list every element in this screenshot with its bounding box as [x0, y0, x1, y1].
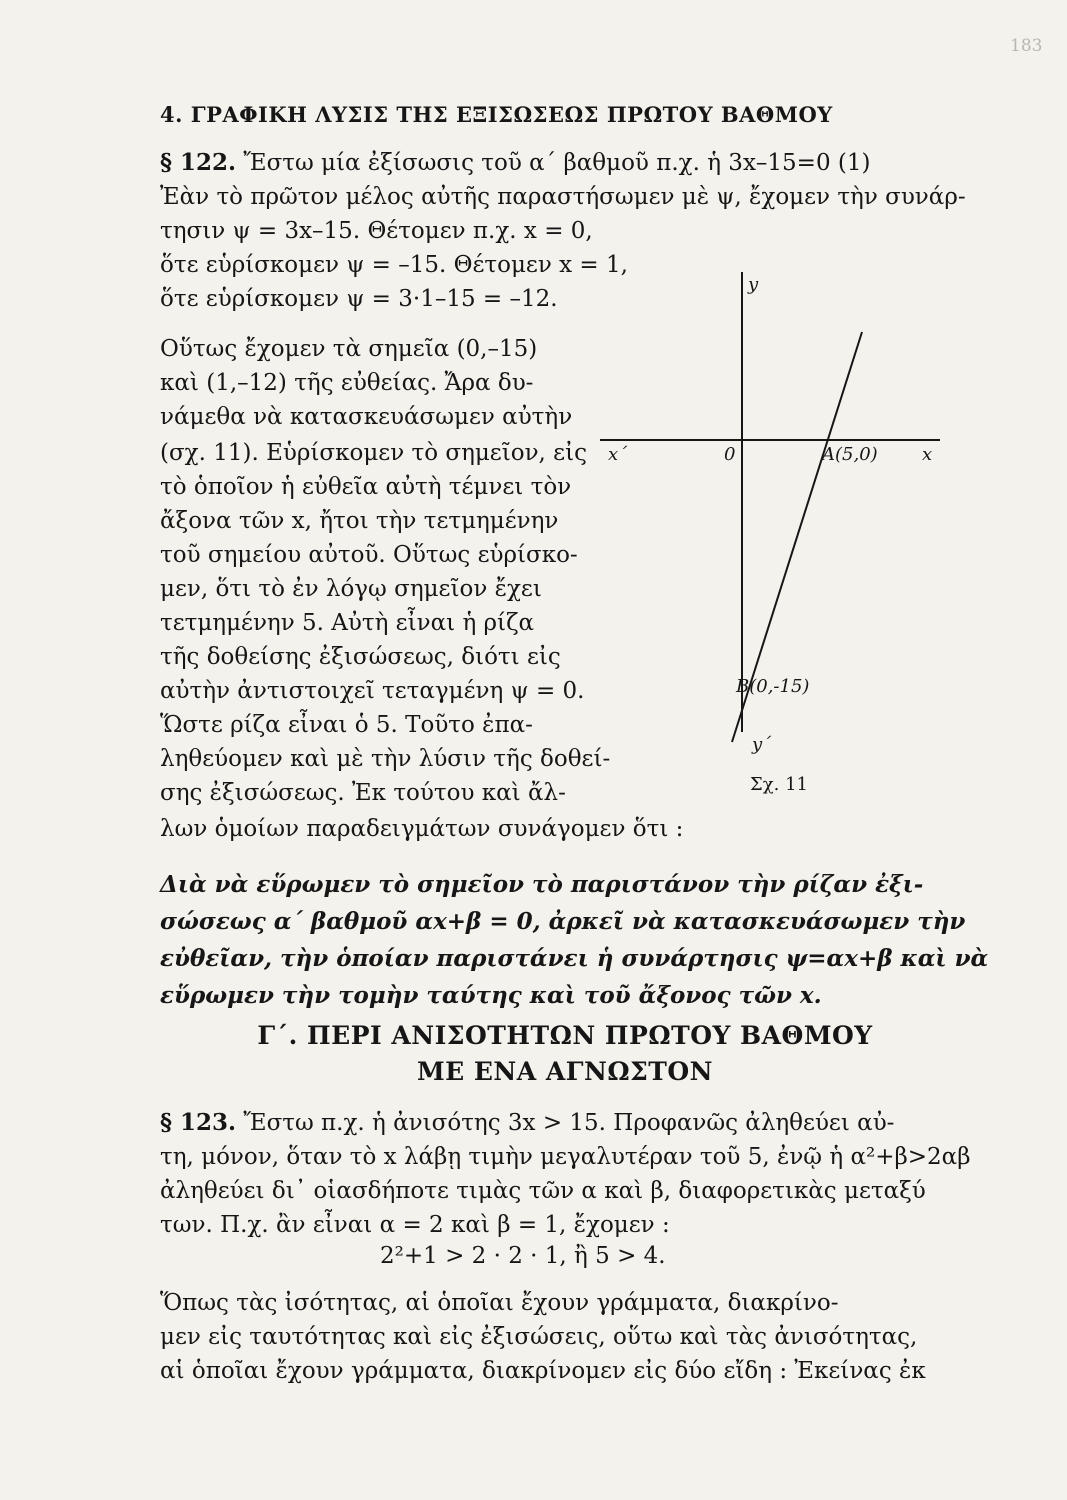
paragraph-text: Ἔστω μία ἐξίσωσις τοῦ α΄ βαθμοῦ π.χ. ἡ 3x–15=0 (1) [243, 150, 871, 176]
paragraph-122-line: αὐτὴν ἀντιστοιχεῖ τεταγμένη ψ = 0. [160, 678, 585, 704]
chapter-heading [160, 1018, 970, 1090]
y-neg-label: y΄ [752, 734, 772, 755]
figure-11 [590, 262, 950, 802]
figure-caption: Σχ. 11 [750, 774, 808, 795]
rule-line: Διὰ νὰ εὕρωμεν τὸ σημεῖον τὸ παριστάνον τὴν ρίζαν ἐξι- [160, 871, 924, 898]
paragraph-label: § 123. [160, 1109, 237, 1136]
x-pos-label: x [922, 444, 933, 465]
paragraph-123-line: ἀληθεύει δι᾽ οἱασδήποτε τιμὰς τῶν α καὶ β, διαφορετικὰς μεταξύ [160, 1178, 926, 1204]
origin-label: 0 [724, 444, 736, 465]
paragraph-122-line: ὅτε εὑρίσκομεν ψ = 3·1–15 = –12. [160, 286, 558, 312]
paragraph-122-line: μεν, ὅτι τὸ ἐν λόγῳ σημεῖον ἔχει [160, 576, 542, 602]
paragraph-122-line: καὶ (1,–12) τῆς εὐθείας. Ἄρα δυ- [160, 370, 534, 396]
paragraph-122-line: (σχ. 11). Εὑρίσκομεν τὸ σημεῖον, εἰς [160, 440, 587, 466]
point-b-label: B(0,-15) [736, 676, 810, 697]
chapter-heading-line1: Γ΄. ΠΕΡΙ ΑΝΙΣΟΤΗΤΩΝ ΠΡΩΤΟΥ ΒΑΘΜΟΥ [257, 1021, 873, 1050]
paragraph-123-line: των. Π.χ. ἂν εἶναι α = 2 καὶ β = 1, ἔχομεν : [160, 1212, 670, 1238]
paragraph-122-line: τοῦ σημείου αὐτοῦ. Οὕτως εὑρίσκο- [160, 542, 578, 568]
inequality-formula: 2²+1 > 2 · 2 · 1, ἢ 5 > 4. [380, 1243, 666, 1269]
paragraph-122-line: Ὥστε ρίζα εἶναι ὁ 5. Τοῦτο ἐπα- [160, 712, 533, 738]
paragraph-122-line: Οὕτως ἔχομεν τὰ σημεῖα (0,–15) [160, 336, 538, 362]
rule-line: εὐθεῖαν, τὴν ὁποίαν παριστάνει ἡ συνάρτησις ψ=αx+β καὶ νὰ [160, 945, 989, 972]
paragraph-122-line: τετμημένην 5. Αὐτὴ εἶναι ἡ ρίζα [160, 610, 535, 636]
rule-line: σώσεως α΄ βαθμοῦ αx+β = 0, ἀρκεῖ νὰ κατασκευάσωμεν τὴν [160, 908, 966, 935]
paragraph-123-line [160, 1106, 894, 1140]
section-heading: 4. ΓΡΑΦΙΚΗ ΛΥΣΙΣ ΤΗΣ ΕΞΙΣΩΣΕΩΣ ΠΡΩΤΟΥ ΒΑΘΜΟΥ [160, 102, 833, 127]
paragraph-122-line: τῆς δοθείσης ἐξισώσεως, διότι εἰς [160, 644, 561, 670]
paragraph-123-line: τη, μόνον, ὅταν τὸ x λάβῃ τιμὴν μεγαλυτέραν τοῦ 5, ἐνῷ ἡ α²+β>2αβ [160, 1144, 971, 1170]
paragraph-122-line: σης ἐξισώσεως. Ἐκ τούτου καὶ ἄλ- [160, 780, 566, 806]
paragraph-122-line: Ἐὰν τὸ πρῶτον μέλος αὐτῆς παραστήσωμεν μὲ ψ, ἔχομεν τὴν συνάρ- [160, 184, 966, 210]
x-neg-label: x΄ [608, 444, 628, 465]
chapter-heading-line2: ΜΕ ΕΝΑ ΑΓΝΩΣΤΟΝ [416, 1057, 714, 1086]
paragraph-122-line: ὅτε εὑρίσκομεν ψ = –15. Θέτομεν x = 1, [160, 252, 628, 278]
paragraph-123-line: μεν εἰς ταυτότητας καὶ εἰς ἐξισώσεις, οὕτω καὶ τὰς ἀνισότητας, [160, 1324, 918, 1350]
paragraph-122-line [160, 146, 870, 180]
paragraph-122-line: ἄξονα τῶν x, ἤτοι τὴν τετμημένην [160, 508, 559, 534]
rule-line: εὕρωμεν τὴν τομὴν ταύτης καὶ τοῦ ἄξονος τῶν x. [160, 982, 822, 1009]
figure-11-graph [590, 262, 950, 802]
page-number: 183 [1010, 36, 1043, 56]
bold-rule [160, 866, 989, 1014]
y-pos-label: y [748, 274, 759, 295]
paragraph-122-line: νάμεθα νὰ κατασκευάσωμεν αὐτὴν [160, 404, 573, 430]
paragraph-123-line: αἱ ὁποῖαι ἔχουν γράμματα, διακρίνομεν εἰς δύο εἴδη : Ἐκείνας ἐκ [160, 1358, 926, 1384]
paragraph-122-line: ληθεύομεν καὶ μὲ τὴν λύσιν τῆς δοθεί- [160, 746, 611, 772]
paragraph-123-line: Ὅπως τὰς ἰσότητας, αἱ ὁποῖαι ἔχουν γράμματα, διακρίνο- [160, 1290, 839, 1316]
paragraph-122-line: τὸ ὁποῖον ἡ εὐθεῖα αὐτὴ τέμνει τὸν [160, 474, 572, 500]
point-a-label: A(5,0) [822, 444, 878, 465]
paragraph-122-line: λων ὁμοίων παραδειγμάτων συνάγομεν ὅτι : [160, 816, 684, 842]
paragraph-label: § 122. [160, 149, 237, 176]
paragraph-text: Ἔστω π.χ. ἡ ἀνισότης 3x > 15. Προφανῶς ἀληθεύει αὐ- [243, 1110, 895, 1136]
paragraph-122-line: τησιν ψ = 3x–15. Θέτομεν π.χ. x = 0, [160, 218, 593, 244]
